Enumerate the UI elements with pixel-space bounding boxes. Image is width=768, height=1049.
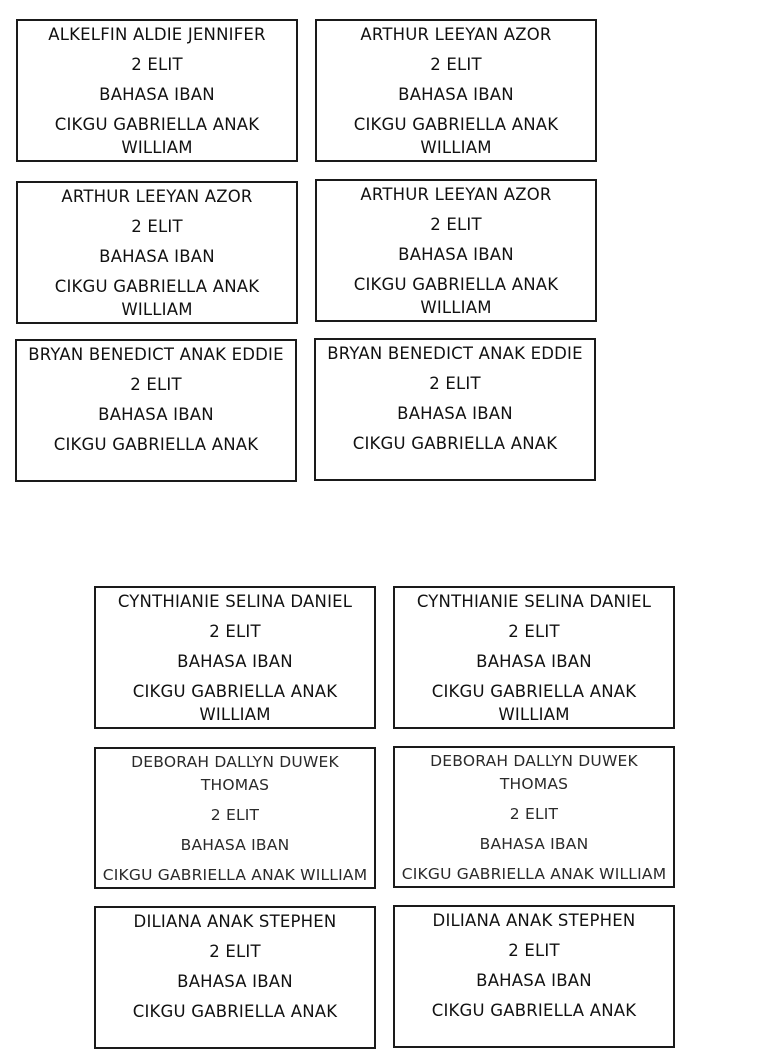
subject-name: BAHASA IBAN (398, 85, 514, 104)
name-label-card (393, 746, 675, 888)
teacher-name: CIKGU GABRIELLA ANAK WILLIAM (54, 115, 260, 157)
teacher-name: CIKGU GABRIELLA ANAK WILLIAM (102, 866, 368, 884)
subject-name: BAHASA IBAN (476, 652, 592, 671)
class-name: 2 ELIT (131, 217, 183, 236)
subject-name: BAHASA IBAN (398, 245, 514, 264)
subject-name: BAHASA IBAN (476, 971, 592, 990)
class-name: 2 ELIT (429, 374, 481, 393)
student-name: CYNTHIANIE SELINA DANIEL (117, 592, 353, 611)
class-name: 2 ELIT (508, 941, 560, 960)
student-name: DEBORAH DALLYN DUWEK THOMAS (131, 753, 339, 794)
student-name: ARTHUR LEEYAN AZOR (61, 187, 253, 206)
class-name: 2 ELIT (508, 622, 560, 641)
student-name: DEBORAH DALLYN DUWEK THOMAS (430, 752, 638, 793)
name-label-card (314, 338, 596, 481)
name-label-card (315, 179, 597, 322)
student-name: BRYAN BENEDICT ANAK EDDIE (327, 344, 583, 363)
teacher-name: CIKGU GABRIELLA ANAK WILLIAM (353, 115, 559, 157)
student-name: DILIANA ANAK STEPHEN (133, 912, 337, 931)
class-name: 2 ELIT (130, 375, 182, 394)
teacher-name: CIKGU GABRIELLA ANAK WILLIAM (132, 682, 338, 724)
class-name: 2 ELIT (210, 806, 260, 824)
class-name: 2 ELIT (509, 805, 559, 823)
student-name: ALKELFIN ALDIE JENNIFER (48, 25, 266, 44)
student-name: DILIANA ANAK STEPHEN (432, 911, 636, 930)
name-label-card (15, 339, 297, 482)
name-label-card (94, 906, 376, 1049)
subject-name: BAHASA IBAN (177, 972, 293, 991)
teacher-name: CIKGU GABRIELLA ANAK (132, 1002, 338, 1021)
teacher-name: CIKGU GABRIELLA ANAK (352, 434, 558, 453)
class-name: 2 ELIT (209, 942, 261, 961)
name-label-card (16, 19, 298, 162)
name-label-card (94, 586, 376, 729)
student-name: BRYAN BENEDICT ANAK EDDIE (28, 345, 284, 364)
teacher-name: CIKGU GABRIELLA ANAK WILLIAM (353, 275, 559, 317)
name-label-card (393, 905, 675, 1048)
class-name: 2 ELIT (430, 215, 482, 234)
subject-name: BAHASA IBAN (397, 404, 513, 423)
subject-name: BAHASA IBAN (479, 835, 589, 853)
name-label-card (16, 181, 298, 324)
student-name: ARTHUR LEEYAN AZOR (360, 25, 552, 44)
subject-name: BAHASA IBAN (98, 405, 214, 424)
subject-name: BAHASA IBAN (99, 85, 215, 104)
teacher-name: CIKGU GABRIELLA ANAK WILLIAM (54, 277, 260, 319)
name-label-card (315, 19, 597, 162)
subject-name: BAHASA IBAN (180, 836, 290, 854)
name-label-card (94, 747, 376, 889)
teacher-name: CIKGU GABRIELLA ANAK WILLIAM (401, 865, 667, 883)
student-name: ARTHUR LEEYAN AZOR (360, 185, 552, 204)
subject-name: BAHASA IBAN (177, 652, 293, 671)
student-name: CYNTHIANIE SELINA DANIEL (416, 592, 652, 611)
class-name: 2 ELIT (209, 622, 261, 641)
class-name: 2 ELIT (430, 55, 482, 74)
name-label-card (393, 586, 675, 729)
teacher-name: CIKGU GABRIELLA ANAK (431, 1001, 637, 1020)
teacher-name: CIKGU GABRIELLA ANAK (53, 435, 259, 454)
class-name: 2 ELIT (131, 55, 183, 74)
subject-name: BAHASA IBAN (99, 247, 215, 266)
teacher-name: CIKGU GABRIELLA ANAK WILLIAM (431, 682, 637, 724)
